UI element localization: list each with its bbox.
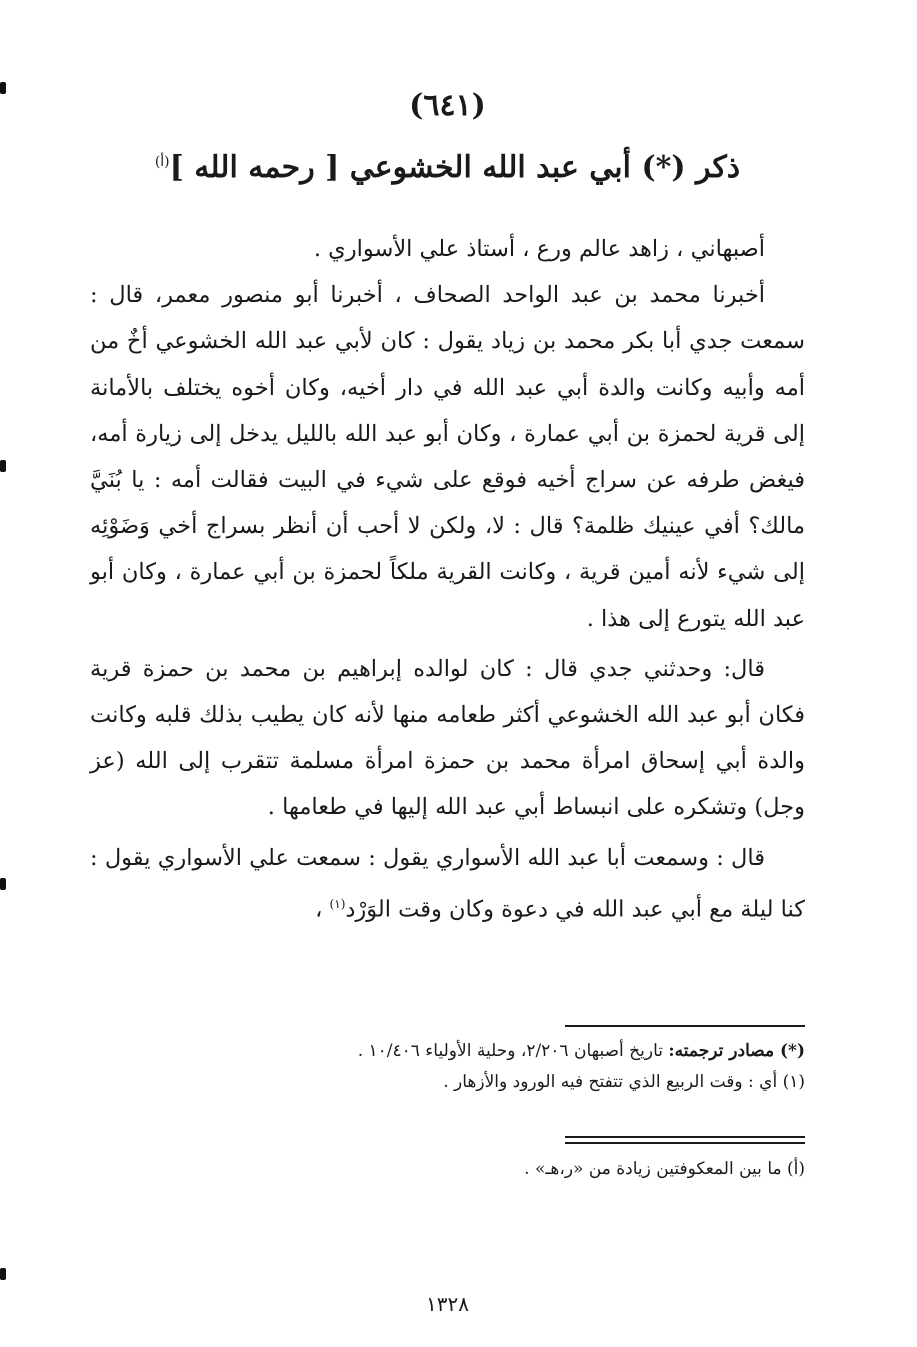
edge-mark <box>0 1268 6 1280</box>
paragraph-3: قال: وحدثني جدي قال : كان لوالده إبراهيم بن محمد بن حمزة قرية فكان أبو عبد الله الخشوعي أكثر طعامه منها لأنه كان يطيب بذلك قلبه وكانت والدة أبي إسحاق امرأة محمد بن حمزة امرأة مسلمة تتقرب إلى الله (عز وجل) وتشكره على انبساط أبي عبد الله إليها في طعامها . <box>90 655 805 821</box>
title-note-marker: (أ) <box>154 154 170 170</box>
entry-title-text: ذكر (*) أبي عبد الله الخشوعي [ رحمه الله ] <box>169 150 741 185</box>
variant-divider-top <box>565 1136 805 1138</box>
entry-number: (٦٤١) <box>409 88 486 123</box>
body-text <box>90 226 805 933</box>
book-page <box>90 0 805 1347</box>
edge-mark <box>0 460 6 472</box>
footnote-divider <box>565 1025 805 1027</box>
footnote-sources-text: تاريخ أصبهان ٢/٢٠٦، وحلية الأولياء ١٠/٤٠٦ . <box>357 1041 663 1061</box>
footnote-1-marker: (١) <box>329 896 346 911</box>
variant-divider-bottom <box>565 1142 805 1144</box>
paragraph-4-text: قال : وسمعت أبا عبد الله الأسواري يقول : سمعت علي الأسواري يقول : كنا ليلة مع أبي عبد الله في دعوة وكان وقت الوَرْد <box>90 844 805 923</box>
entry-title <box>90 150 805 185</box>
footnotes <box>90 1036 805 1098</box>
footnote-sources-label: (*) مصادر ترجمته: <box>668 1041 805 1061</box>
variant-notes <box>90 1154 805 1185</box>
edge-mark <box>0 878 6 890</box>
variant-note-a: (أ) ما بين المعكوفتين زيادة من «ر،هـ» . <box>524 1159 805 1179</box>
paragraph-1: أصبهاني ، زاهد عالم ورع ، أستاذ علي الأسواري . <box>313 236 765 262</box>
page-number: ١٣٢٨ <box>426 1292 469 1316</box>
paragraph-2: أخبرنا محمد بن عبد الواحد الصحاف ، أخبرنا أبو منصور معمر، قال : سمعت جدي أبا بكر محمد بن زياد يقول : كان لأبي عبد الله الخشوعي أخٌ من أمه وأبيه وكانت والدة أبي عبد الله في دار أخيه، وكان أخوه يختلف بالأمانة إلى قرية لحمزة بن أبي عمارة ، وكان أبو عبد الله بالليل يدخل إلى زيارة أمه، فيغض طرفه عن سراج أخيه فوقع على شيء في البيت فقالت أمه : يا بُنَيَّ مالك؟ أفي عينيك ظلمة؟ قال : لا، ولكن لا أحب أن أنظر بسراج أخي وَضَوْئِه إلى شيء لأنه أمين قرية ، وكانت القرية ملكاً لحمزة بن أبي عمارة ، وكان أبو عبد الله يتورع إلى هذا . <box>90 282 805 632</box>
footnote-sources <box>90 1036 805 1067</box>
paragraph-4 <box>90 835 805 933</box>
paragraph-4-tail: ، <box>315 896 323 923</box>
edge-mark <box>0 82 6 94</box>
footnote-1: (١) أي : وقت الربيع الذي تتفتح فيه الورود والأزهار . <box>443 1072 805 1092</box>
